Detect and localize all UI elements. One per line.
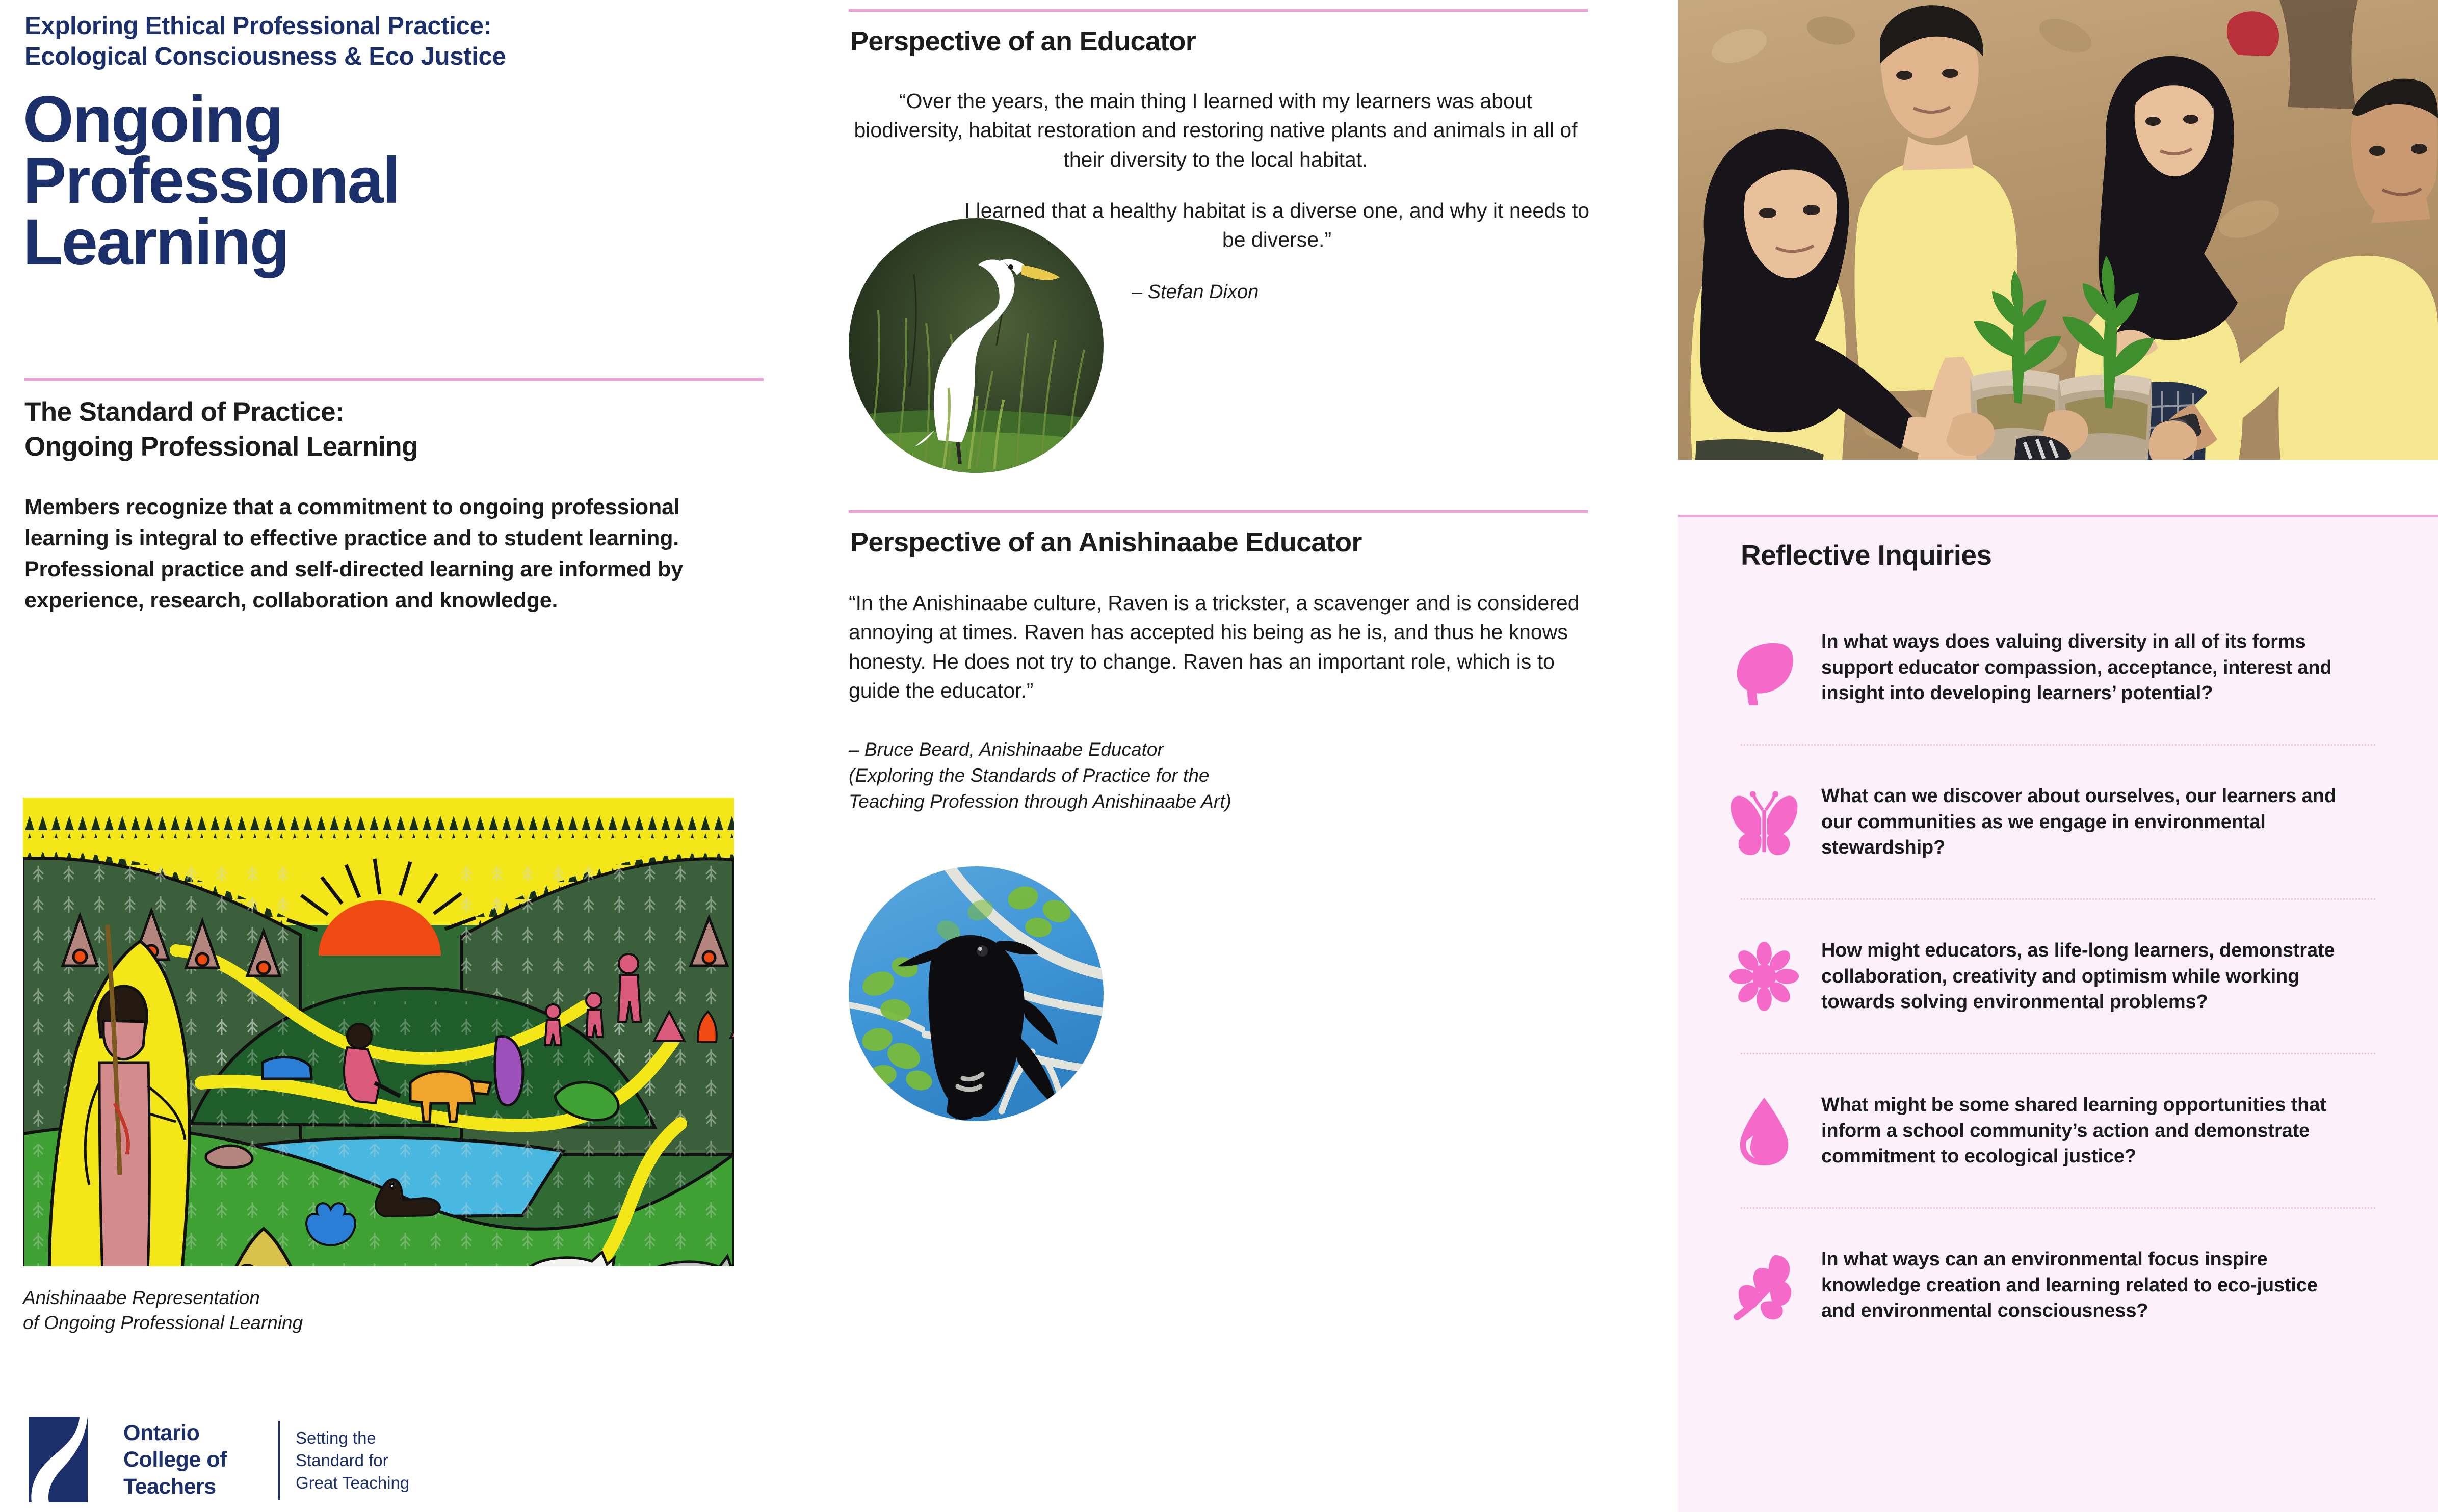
egret-photo: [849, 218, 1104, 473]
standard-heading-line-2: Ongoing Professional Learning: [24, 431, 418, 462]
educator-quote-part-1: “Over the years, the main thing I learned with my learners was about biodiversity, habitat restoration and restoring native plants and animals in all of their diversity to the local habitat.: [854, 89, 1578, 171]
artwork-caption-line-1: Anishinaabe Representation: [23, 1287, 260, 1308]
standard-of-practice-heading: [24, 395, 687, 464]
standard-of-practice-body: Members recognize that a commitment to ongoing professional learning is integral to effective practice and to student learning. Professional practice and self-directed learning are informed by experience, research, collaboration and knowledge.: [24, 495, 683, 613]
reflective-inquiry-text: What might be some shared learning opportunities that inform a school community’s action and demonstrate commitment to ecological justice?: [1821, 1094, 2326, 1168]
artwork-caption: [23, 1286, 482, 1336]
leaf-icon: [1726, 627, 1802, 708]
flower-icon: [1726, 936, 1802, 1017]
reflective-inquiry-item[interactable]: [1678, 1209, 2438, 1362]
reflective-inquiry-item[interactable]: [1678, 591, 2438, 744]
logo-tagline-line-3: Great Teaching: [296, 1473, 410, 1492]
page-title-line-2: Professional: [23, 144, 400, 218]
reflective-inquiry-text: How might educators, as life-long learners, demonstrate collaboration, creativity and optimism while working towards solving environmental problems?: [1821, 940, 2335, 1013]
eyebrow-heading: [24, 11, 687, 72]
logo-tagline-line-2: Standard for: [296, 1450, 388, 1470]
page-title-line-3: Learning: [23, 205, 289, 279]
reflective-inquiries-list: [1678, 591, 2438, 1362]
reflective-inquiries-title: Reflective Inquiries: [1741, 539, 1992, 571]
reflective-inquiry-text: In what ways does valuing diversity in all of its forms support educator compassion, acceptance, interest and insight into developing learners’ potential?: [1821, 631, 2332, 704]
anishinaabe-attribution-line-1: – Bruce Beard, Anishinaabe Educator: [849, 739, 1164, 760]
anishinaabe-attribution-line-3: Teaching Profession through Anishinaabe Art): [849, 791, 1231, 812]
page-title-line-1: Ongoing: [23, 83, 282, 156]
raven-photo: [849, 866, 1104, 1121]
eyebrow-line-2: Ecological Consciousness & Eco Justice: [24, 42, 506, 70]
divider-rule-educator: [849, 9, 1588, 12]
butterfly-icon: [1726, 781, 1802, 863]
anishinaabe-attribution-line-2: (Exploring the Standards of Practice for the: [849, 765, 1210, 786]
oct-logo-mark-icon: [29, 1417, 88, 1502]
logo-name-line-2: College of: [123, 1447, 227, 1472]
reflective-inquiry-item[interactable]: [1678, 1054, 2438, 1207]
ontario-college-of-teachers-logo: [29, 1417, 487, 1503]
perspective-anishinaabe-heading: Perspective of an Anishinaabe Educator: [850, 527, 1362, 558]
anishinaabe-artwork-image: [23, 798, 734, 1266]
anishinaabe-attribution: [849, 736, 1409, 814]
artwork-caption-line-2: of Ongoing Professional Learning: [23, 1312, 303, 1333]
logo-name-line-3: Teachers: [123, 1474, 216, 1499]
logo-tagline-line-1: Setting the: [296, 1428, 376, 1447]
divider-rule-standard: [24, 378, 764, 381]
logo-name-text: [123, 1420, 261, 1500]
reflective-inquiry-text: In what ways can an environmental focus inspire knowledge creation and learning related to eco-justice and environmental consciousness?: [1821, 1249, 2318, 1322]
reflective-inquiry-item[interactable]: [1678, 746, 2438, 898]
standard-heading-line-1: The Standard of Practice:: [24, 397, 345, 427]
reflective-inquiry-item[interactable]: [1678, 900, 2438, 1053]
students-planting-photo: [1678, 0, 2438, 460]
water-drop-icon: [1726, 1090, 1802, 1172]
educator-attribution: – Stefan Dixon: [1132, 281, 1259, 303]
perspective-educator-heading: Perspective of an Educator: [850, 26, 1196, 57]
anishinaabe-quote: “In the Anishinaabe culture, Raven is a trickster, a scavenger and is considered annoying at times. Raven has accepted his being as he is, and thus he knows honesty. He does not try to change. Raven has an important role, which is to guide the educator.”: [849, 591, 1580, 703]
eyebrow-line-1: Exploring Ethical Professional Practice:: [24, 12, 492, 40]
reflective-inquiry-text: What can we discover about ourselves, our learners and our communities as we engage in environmental stewardship?: [1821, 785, 2336, 859]
column-left: [0, 0, 795, 1512]
page-title: [23, 83, 635, 279]
divider-rule-anishinaabe: [849, 510, 1588, 513]
logo-tagline-text: [296, 1427, 464, 1494]
logo-name-line-1: Ontario: [123, 1421, 200, 1445]
logo-divider: [278, 1421, 280, 1500]
reflective-inquiries-panel: [1678, 515, 2438, 1512]
branch-leaves-icon: [1726, 1244, 1802, 1326]
educator-quote-part-2: I learned that a healthy habitat is a diverse one, and why it needs to be diverse.”: [964, 199, 1590, 252]
